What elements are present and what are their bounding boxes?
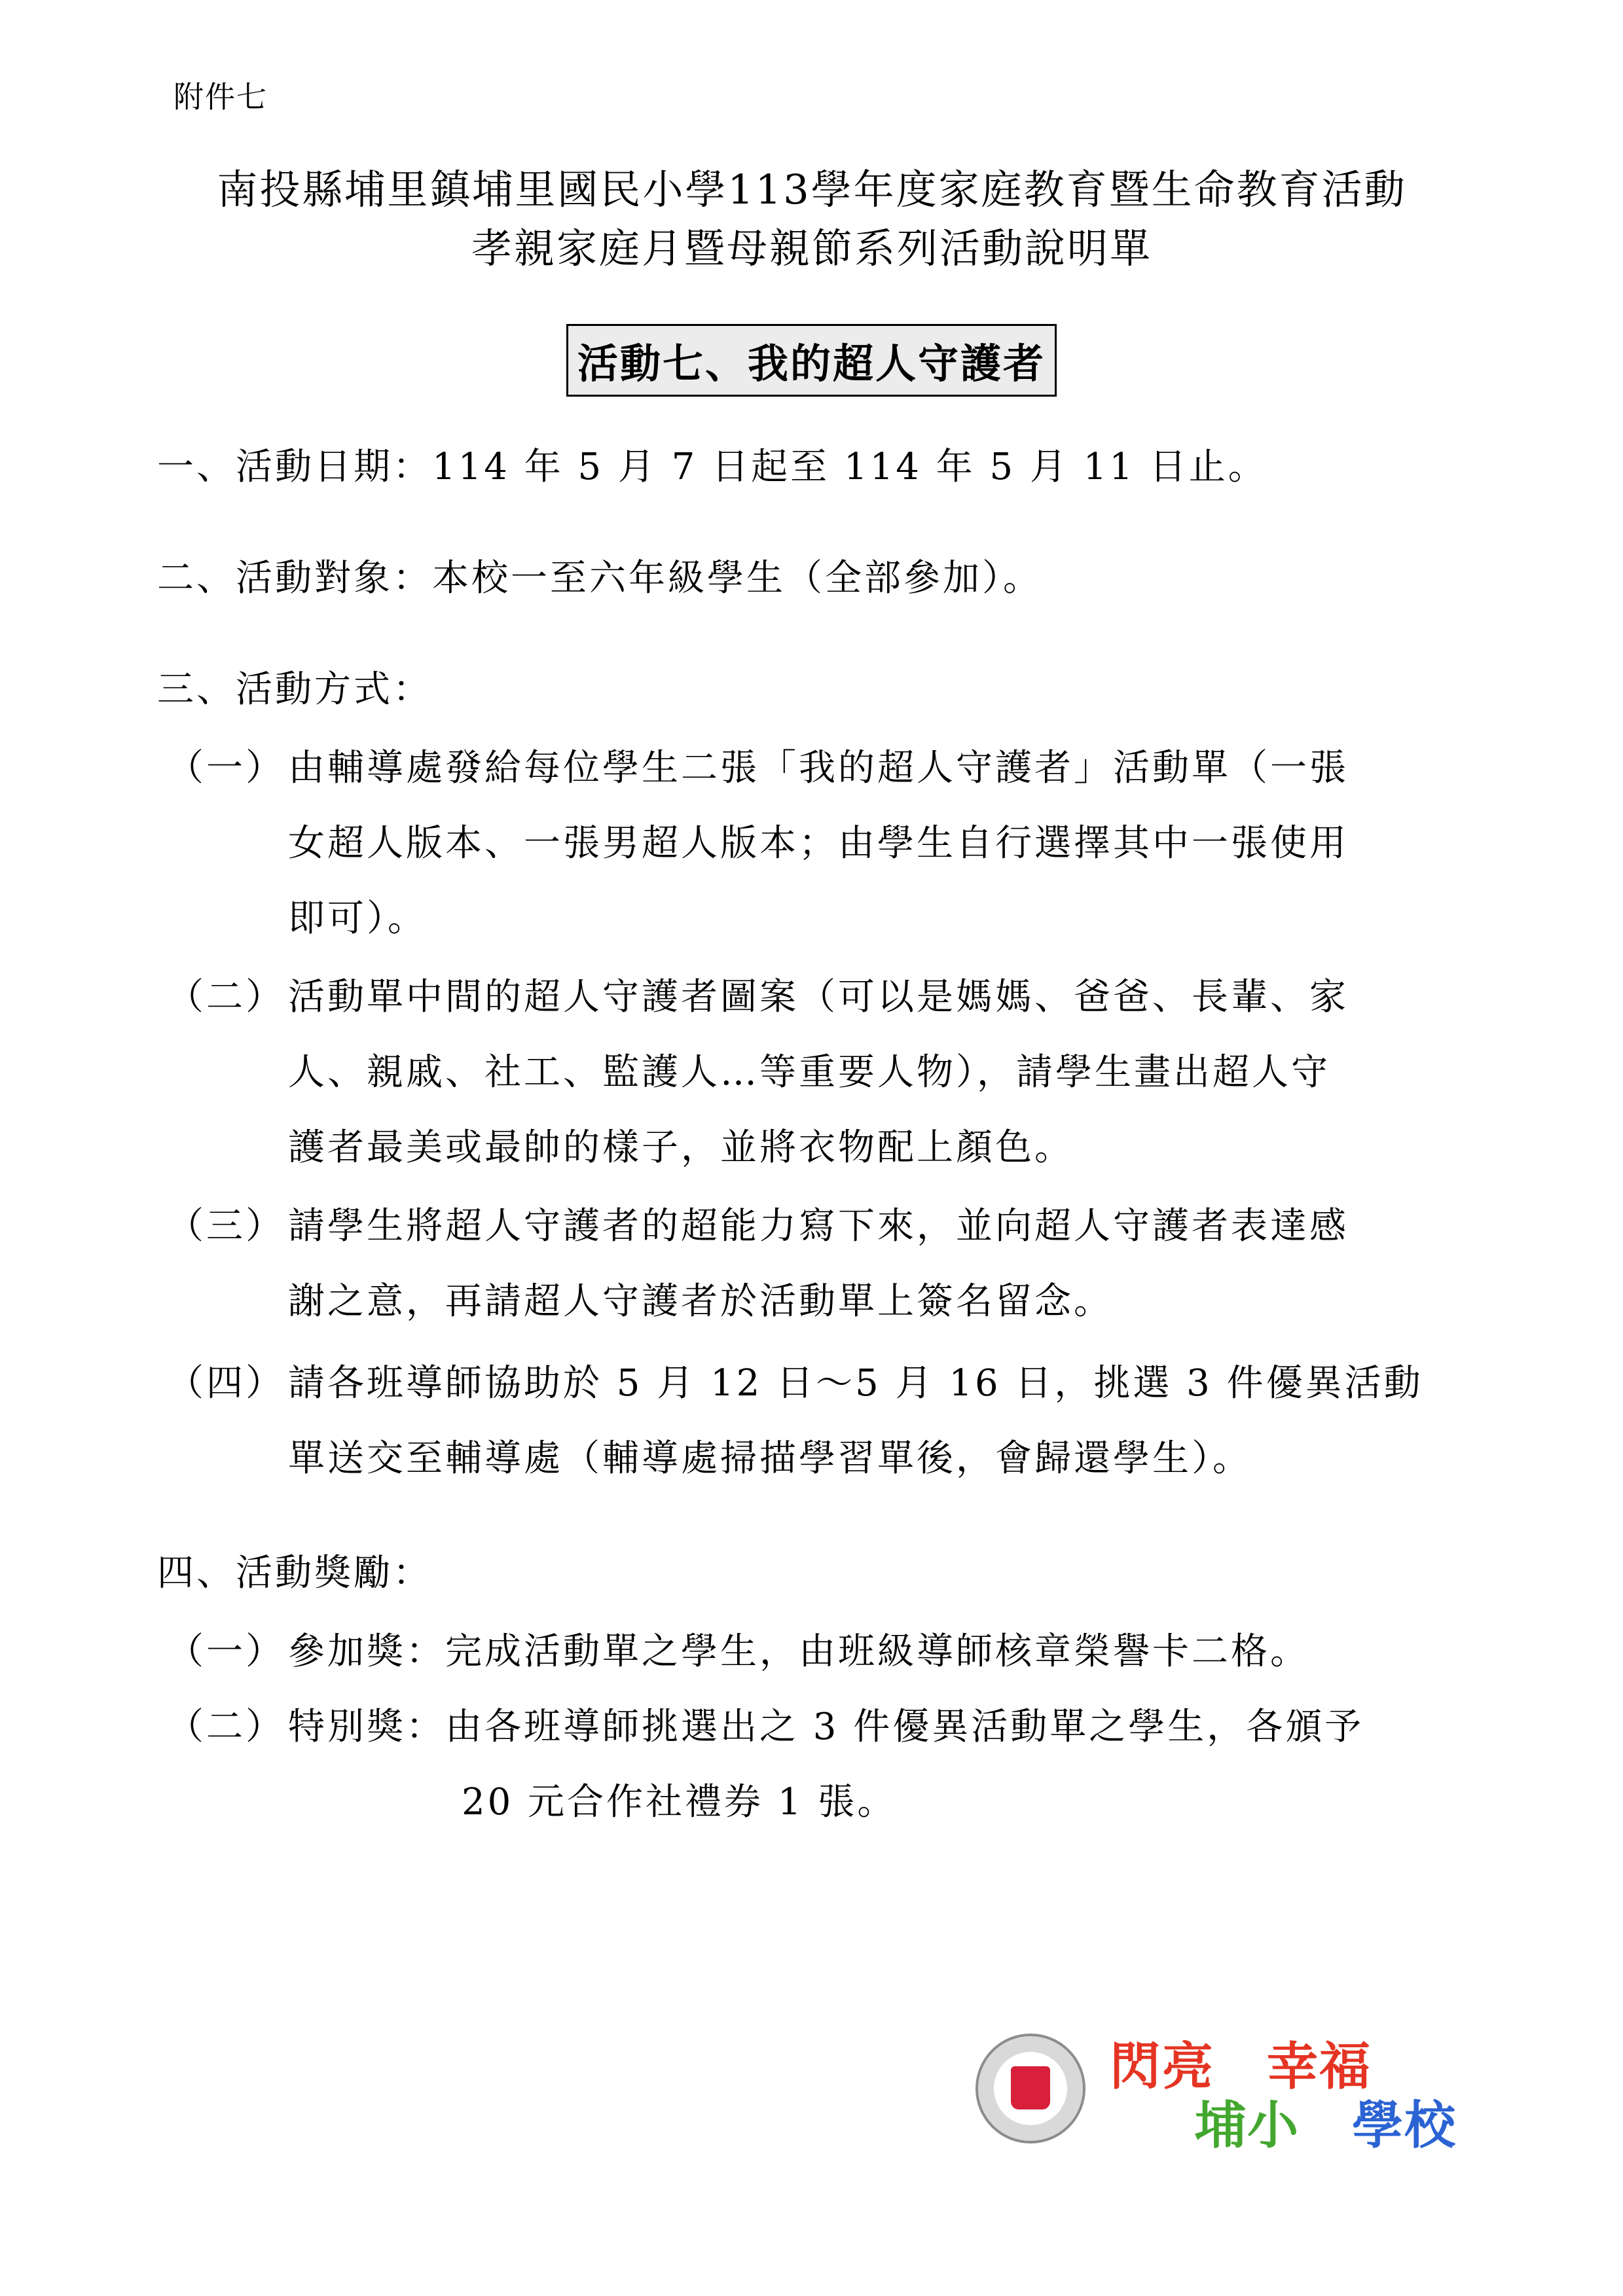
method-item-line: 護者最美或最帥的樣子，並將衣物配上顏色。 xyxy=(288,1126,1074,1169)
method-item-line: 人、親戚、社工、監護人…等重要人物），請學生畫出超人守 xyxy=(288,1051,1330,1094)
method-item-marker: （三） xyxy=(167,1205,285,1247)
method-item-line: 謝之意，再請超人守護者於活動單上簽名留念。 xyxy=(288,1280,1113,1323)
method-item-line: 活動單中間的超人守護者圖案（可以是媽媽、爸爸、長輩、家 xyxy=(288,976,1349,1018)
reward-item-marker: （一） xyxy=(167,1630,285,1673)
reward-item-marker: （二） xyxy=(167,1706,285,1748)
method-heading: 三、活動方式： xyxy=(157,668,432,711)
method-item-line: 女超人版本、一張男超人版本；由學生自行選擇其中一張使用 xyxy=(288,822,1349,865)
school-emblem-icon xyxy=(976,2034,1085,2144)
method-item-line: 即可）。 xyxy=(288,897,427,940)
reward-item-line: 20 元合作社禮券 1 張。 xyxy=(462,1781,897,1823)
method-item-line: 請各班導師協助於 5 月 12 日～5 月 16 日，挑選 3 件優異活動 xyxy=(288,1362,1423,1405)
reward-heading: 四、活動獎勵： xyxy=(157,1552,432,1594)
method-item-marker: （四） xyxy=(167,1362,285,1405)
method-item-line: 請學生將超人守護者的超能力寫下來，並向超人守護者表達感 xyxy=(288,1205,1349,1247)
logo-text: 學校 xyxy=(1352,2096,1457,2155)
activity-date: 一、活動日期：114 年 5 月 7 日起至 114 年 5 月 11 日止。 xyxy=(157,446,1267,488)
logo-text: 埔小 xyxy=(1195,2096,1300,2155)
activity-title: 活動七、我的超人守護者 xyxy=(566,324,1057,397)
document-title-line2: 孝親家庭月暨母親節系列活動說明單 xyxy=(471,224,1152,272)
method-item-line: 單送交至輔導處（輔導處掃描學習單後，會歸還學生）。 xyxy=(288,1437,1252,1480)
method-item-line: 由輔導處發給每位學生二張「我的超人守護者」活動單（一張 xyxy=(288,747,1349,789)
logo-text: 閃亮 xyxy=(1110,2037,1215,2096)
reward-item-line: 特別獎：由各班導師挑選出之 3 件優異活動單之學生，各頒予 xyxy=(288,1706,1364,1748)
school-logo xyxy=(976,2026,1473,2157)
reward-item-line: 參加獎：完成活動單之學生，由班級導師核章榮譽卡二格。 xyxy=(288,1630,1309,1673)
method-item-marker: （一） xyxy=(167,747,285,789)
logo-text: 幸福 xyxy=(1267,2037,1372,2096)
method-item-marker: （二） xyxy=(167,976,285,1018)
annex-label: 附件七 xyxy=(173,79,268,115)
activity-title-wrap xyxy=(0,324,1623,397)
document-title-line1: 南投縣埔里鎮埔里國民小學113學年度家庭教育暨生命教育活動 xyxy=(217,166,1407,213)
activity-target: 二、活動對象：本校一至六年級學生（全部參加）。 xyxy=(157,557,1042,600)
